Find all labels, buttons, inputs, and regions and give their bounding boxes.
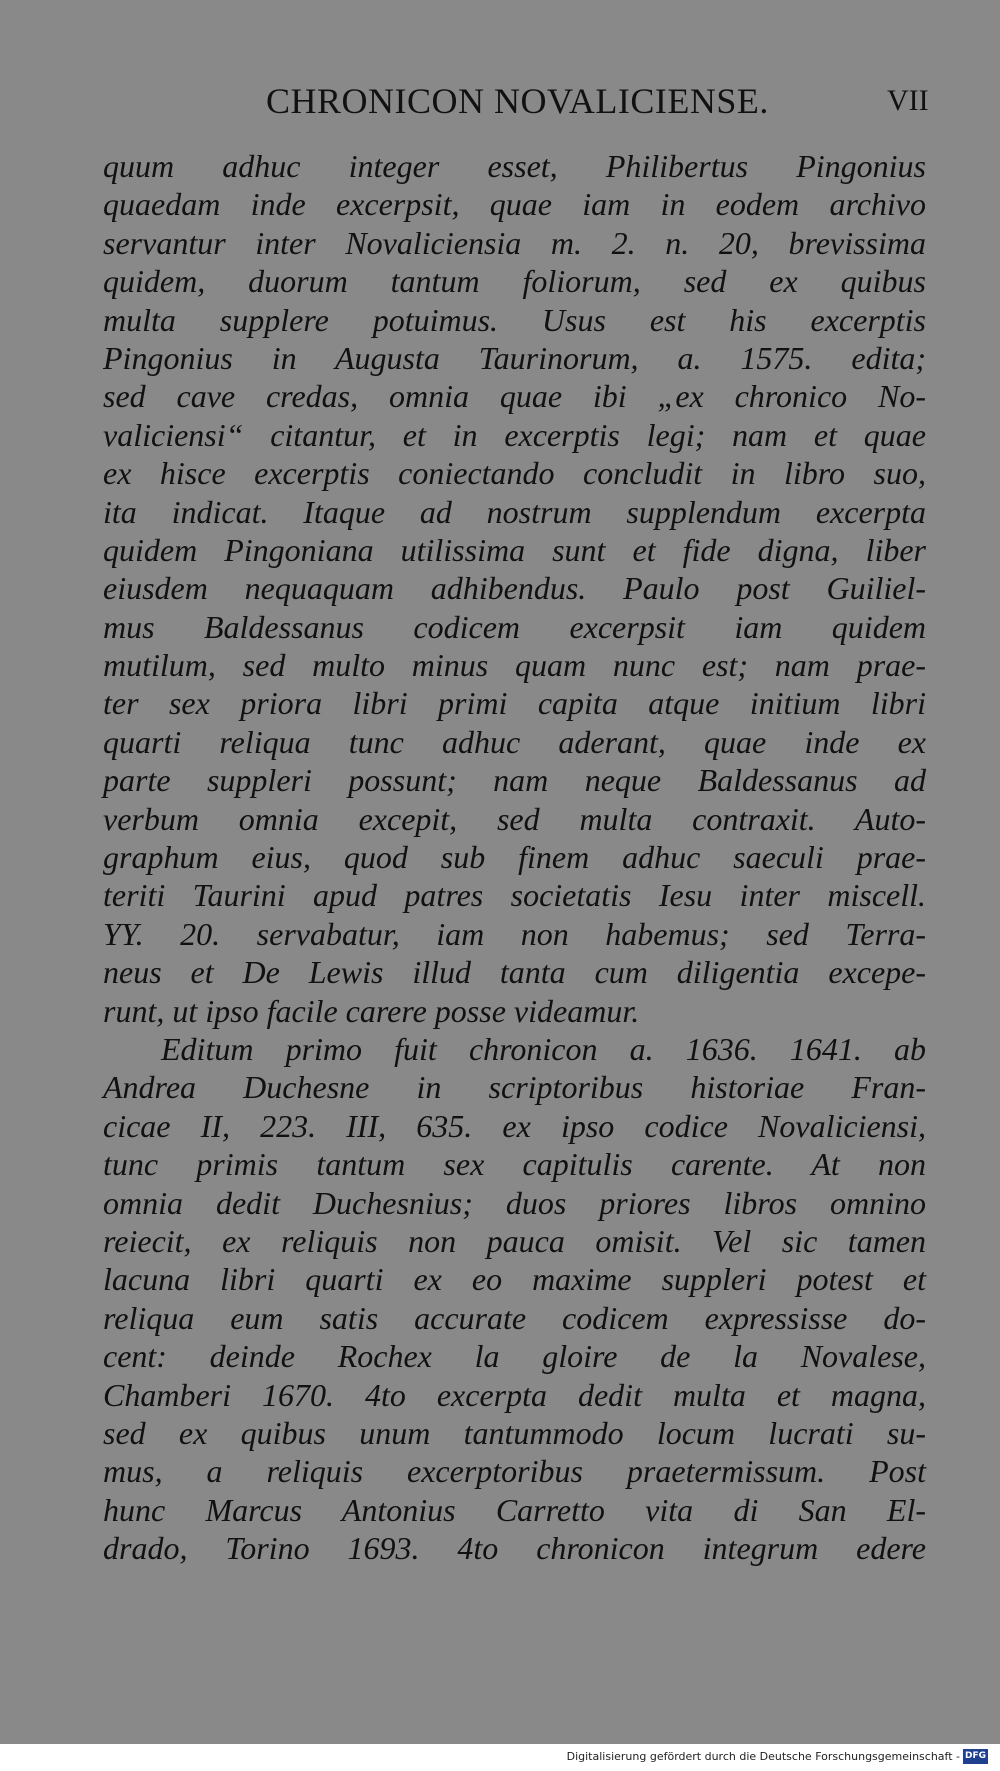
- text-line: quarti reliqua tunc adhuc aderant, quae inde ex: [103, 723, 926, 760]
- text-line: mutilum, sed multo minus quam nunc est; nam prae-: [103, 647, 926, 684]
- digitization-footer: [0, 1744, 1000, 1771]
- text-line: lacuna libri quarti ex eo maxime suppleri potest et: [103, 1261, 926, 1298]
- text-line: quum adhuc integer esset, Philibertus Pingonius: [103, 148, 926, 184]
- text-line: cent: deinde Rochex la gloire de la Novalese,: [103, 1338, 926, 1375]
- text-line: drado, Torino 1693. 4to chronicon integrum edere: [103, 1530, 926, 1567]
- text-line: eiusdem nequaquam adhibendus. Paulo post Guiliel-: [103, 570, 926, 607]
- text-line: cicae II, 223. III, 635. ex ipso codice Novaliciensi,: [103, 1107, 926, 1144]
- text-line: sed cave credas, omnia quae ibi „ex chronico No-: [103, 378, 926, 415]
- text-line: sed ex quibus unum tantummodo locum lucrati su-: [103, 1414, 926, 1451]
- text-line: parte suppleri possunt; nam neque Baldessanus ad: [103, 762, 926, 799]
- text-line: omnia dedit Duchesnius; duos priores libros omnino: [103, 1184, 926, 1221]
- text-line: reiecit, ex reliquis non pauca omisit. Vel sic tamen: [103, 1222, 926, 1259]
- text-line: verbum omnia excepit, sed multa contraxit. Auto-: [103, 800, 926, 837]
- text-line: Editum primo fuit chronicon a. 1636. 1641. ab: [161, 1030, 926, 1067]
- text-line: tunc primis tantum sex capitulis carente. At non: [103, 1146, 926, 1183]
- text-line: reliqua eum satis accurate codicem expressisse do-: [103, 1299, 926, 1336]
- page-number: VII: [887, 84, 929, 117]
- text-line: Chamberi 1670. 4to excerpta dedit multa et magna,: [103, 1376, 926, 1413]
- text-line: YY. 20. servabatur, iam non habemus; sed Terra-: [103, 915, 926, 952]
- funding-notice: Digitalisierung gefördert durch die Deutsche Forschungsgemeinschaft -: [566, 1750, 960, 1763]
- text-line: multa supplere potuimus. Usus est his excerptis: [103, 301, 926, 338]
- text-line: teriti Taurini apud patres societatis Iesu inter miscell.: [103, 877, 926, 914]
- text-line: runt, ut ipso facile carere posse videamur.: [103, 992, 640, 1029]
- running-title: CHRONICON NOVALICIENSE.: [266, 81, 769, 121]
- text-line: mus Baldessanus codicem excerpsit iam quidem: [103, 608, 926, 645]
- running-head: [0, 80, 1000, 122]
- text-line: Andrea Duchesne in scriptoribus historiae Fran-: [103, 1069, 926, 1106]
- text-line: neus et De Lewis illud tanta cum diligentia excepe-: [103, 954, 926, 991]
- text-line: quidem Pingoniana utilissima sunt et fide digna, liber: [103, 531, 926, 568]
- text-line: hunc Marcus Antonius Carretto vita di San El-: [103, 1491, 926, 1528]
- text-line: ita indicat. Itaque ad nostrum supplendum excerpta: [103, 493, 926, 530]
- text-line: quidem, duorum tantum foliorum, sed ex quibus: [103, 263, 926, 300]
- text-line: quaedam inde excerpsit, quae iam in eodem archivo: [103, 186, 926, 223]
- text-line: servantur inter Novaliciensia m. 2. n. 20, brevissima: [103, 224, 926, 261]
- dfg-logo-icon: DFG: [963, 1749, 988, 1764]
- text-line: ex hisce excerptis coniectando concludit in libro suo,: [103, 455, 926, 492]
- text-line: valiciensi“ citantur, et in excerptis legi; nam et quae: [103, 416, 926, 453]
- text-line: mus, a reliquis excerptoribus praetermissum. Post: [103, 1453, 926, 1490]
- text-line: Pingonius in Augusta Taurinorum, a. 1575. edita;: [103, 339, 926, 376]
- text-line: graphum eius, quod sub finem adhuc saeculi prae-: [103, 839, 926, 876]
- body-text: [103, 147, 926, 1567]
- text-line: ter sex priora libri primi capita atque initium libri: [103, 685, 926, 722]
